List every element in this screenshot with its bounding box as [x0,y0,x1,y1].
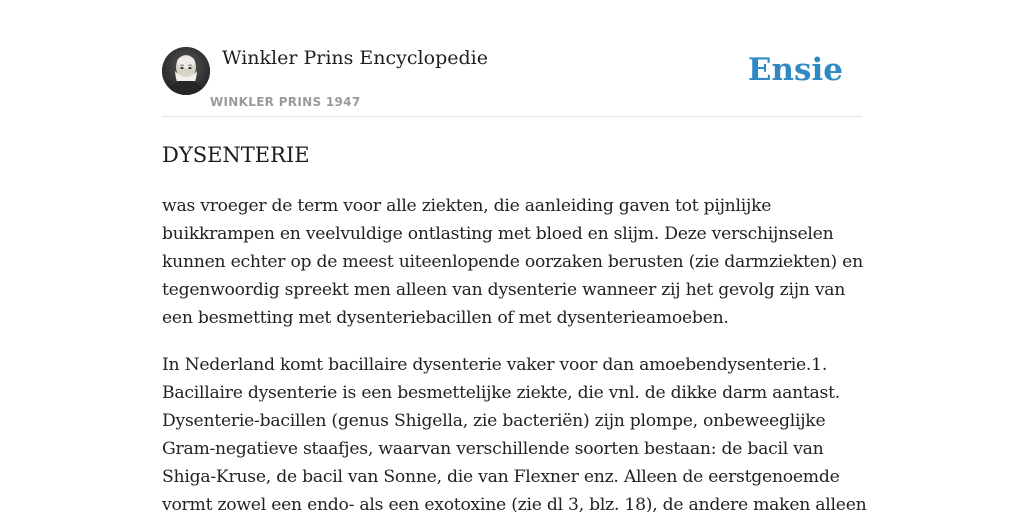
article-header [162,46,862,117]
paragraph-line: In Nederland komt bacillaire dysenterie vaker voor dan amoebendysenterie.1. [162,355,828,375]
paragraph-line: Dysenterie-bacillen (genus Shigella, zie bacteriën) zijn plompe, onbeweeglijke [162,411,826,431]
paragraph-line: kunnen echter op de meest uiteenlopende oorzaken berusten (zie darmziekten) en [162,252,863,272]
paragraph-line: tegenwoordig spreekt men alleen van dysenterie wanneer zij het gevolg zijn van [162,280,846,300]
ensie-logo[interactable]: Ensie [747,52,843,88]
paragraph-line: was vroeger de term voor alle ziekten, die aanleiding gaven tot pijnlijke [162,196,772,216]
article-paragraph [162,351,872,512]
article-body [162,192,872,512]
paragraph-line: Shiga-Kruse, de bacil van Sonne, die van Flexner enz. Alleen de eerstgenoemde [162,467,840,487]
paragraph-line: Gram-negatieve staafjes, waarvan verschillende soorten bestaan: de bacil van [162,439,824,459]
article-title: DYSENTERIE [162,143,310,167]
source-edition-label: WINKLER PRINS 1947 [210,95,361,109]
paragraph-line: Bacillaire dysenterie is een besmettelijke ziekte, die vnl. de dikke darm aantast. [162,383,840,403]
source-name-link[interactable]: Winkler Prins Encyclopedie [222,47,488,69]
avatar-image [162,47,210,95]
paragraph-line: een besmetting met dysenteriebacillen of met dysenterieamoeben. [162,308,729,328]
paragraph-line: vormt zowel een endo- als een exotoxine (zie dl 3, blz. 18), de andere maken alleen [162,495,867,512]
paragraph-line: buikkrampen en veelvuldige ontlasting met bloed en slijm. Deze verschijnselen [162,224,834,244]
bearded-man-portrait-icon[interactable] [162,47,210,95]
article-paragraph [162,192,872,332]
